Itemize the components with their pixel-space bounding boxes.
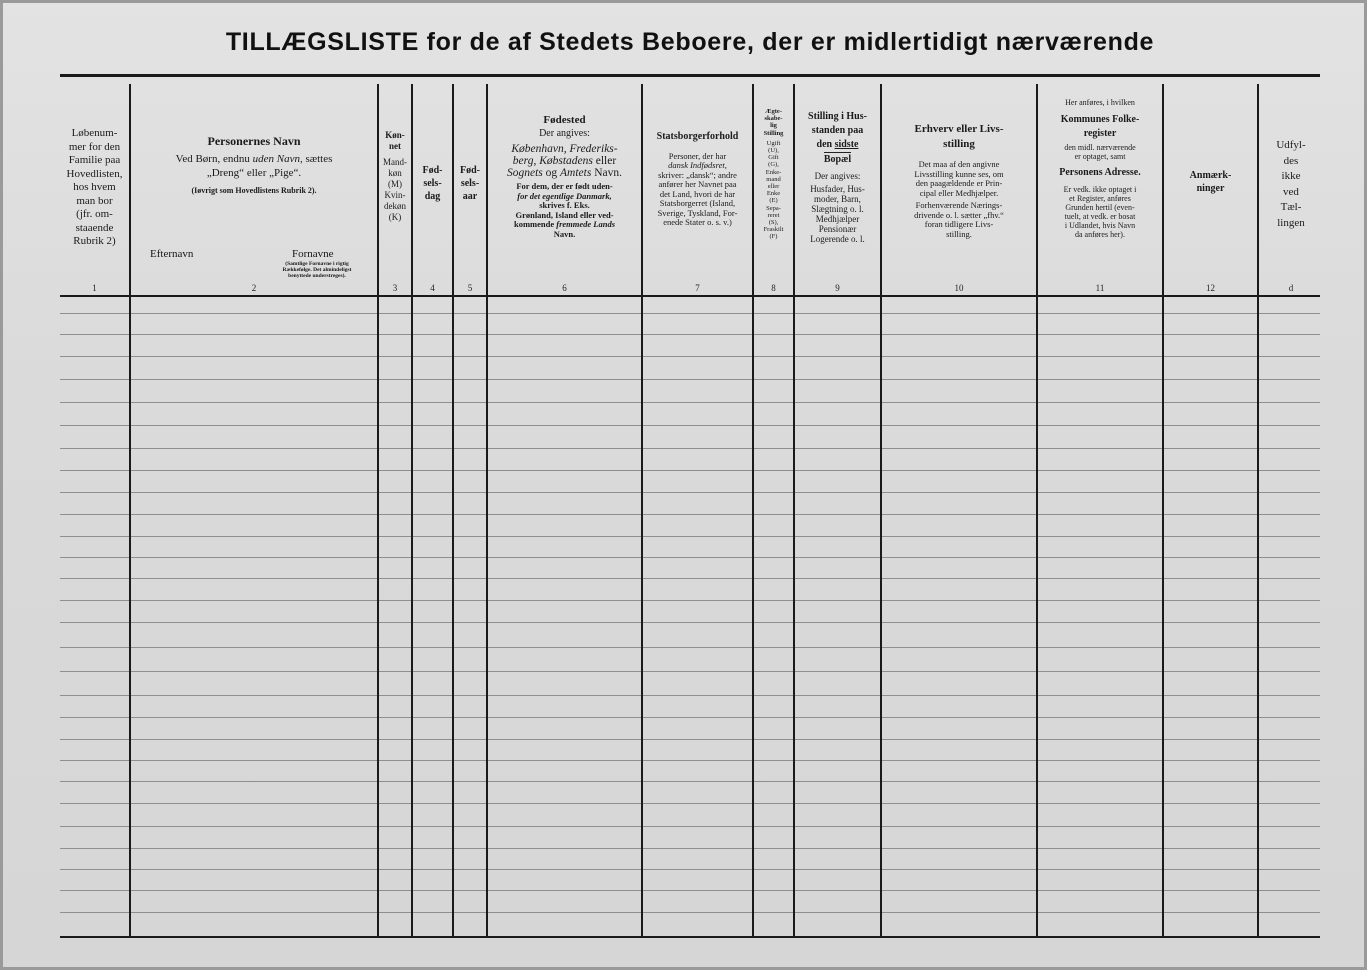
col7-heading: Statsborgerforhold [656,131,739,142]
col8-text: mand [766,175,781,183]
col6-note [491,182,638,239]
col11-top: Her anføres, i hvilken [1065,98,1135,107]
col6-note-italic: fremmede Lands [556,219,616,229]
col5-text: sels- [460,178,480,189]
col7-text: dansk Indfødsret, [668,160,727,170]
col11-text: et Register, anføres [1069,194,1131,203]
col9-text: Logerende o. l. [810,234,865,244]
column-number: 12 [1206,283,1215,293]
col9-heading: Stilling i Hus- [808,111,867,122]
col6-text-plain: og [545,167,558,179]
column-number: 3 [392,283,398,293]
col6-text: København, Frederiks- [511,143,618,155]
cold-text: Tæl- [1280,201,1302,213]
col6-header [488,88,641,288]
column-number: 8 [771,283,776,293]
col10-heading: Erhverv eller Livs- [914,123,1004,135]
col6-note-plain: kommende [513,219,555,229]
col11-heading-address: Personens Adresse. [1059,167,1141,178]
col11-text: er optaget, samt [1074,152,1126,161]
col12-heading: ninger [1196,183,1225,194]
col3-text: (M) [388,179,402,189]
col10-text: foran tidligere Livs- [924,219,994,229]
col8-text: (G), [768,161,779,169]
col7-header [643,88,752,288]
col7-text: Personer, der har [668,150,727,161]
col2-note: (Iøvrigt som Hovedlistens Rubrik 2). [191,186,317,195]
col5-text: aar [462,191,478,202]
col10-text: stilling. [946,228,972,239]
col5-header [454,88,486,288]
col11-text: Grunden hertil (even- [1065,203,1135,212]
col3-text: Mand- [383,157,407,167]
row-rule [60,313,1320,314]
col1-header [60,88,129,288]
col1-text: mer for den [68,140,121,153]
row-rule [60,781,1320,782]
col9-heading-word: den [816,139,833,150]
scan-edge-top [0,0,1367,3]
col6-note-line: Grønland, Island eller ved- [515,209,614,220]
col4-text: sels- [423,178,442,189]
col8-heading: Stilling [763,129,784,137]
row-rule [60,803,1320,804]
col6-note-line: for det egentlige Danmark, [517,190,612,201]
col8-text: Ugift [766,139,781,147]
col2-sub-note [258,261,376,279]
col7-text: Statsborgerret (Island, [659,198,736,208]
row-rule [60,717,1320,718]
col8-text: Gift [768,154,779,162]
col9-heading-underlined: sidste [834,139,859,150]
col7-text: enede Stater o. s. v.) [663,217,732,227]
col4-text: dag [424,191,441,202]
cold-text: ikke [1281,170,1301,182]
column-number: d [1288,283,1294,293]
col9-header [795,88,880,288]
row-rule [60,600,1320,601]
col10-text: den paagældende er Prin- [915,178,1003,188]
col11-text: da anføres her). [1075,230,1125,239]
col2-instr-italic: uden Navn, [252,153,303,165]
column-number: 1 [92,283,97,293]
col1-text: hos hvem [73,181,116,194]
col1-text: Løbenum- [71,127,118,140]
row-rule [60,695,1320,696]
row-rule [60,425,1320,426]
col7-text: skriver: „dansk“; andre [658,169,737,180]
col1-text: Familie paa [68,154,121,167]
col8-text: (E) [769,197,778,205]
col3-text: køn [388,168,402,178]
col11-text: tuelt, at vedk. er bosat [1064,212,1136,221]
cold-text: ved [1283,185,1299,198]
col8-text: Enke [766,190,781,198]
row-rule [60,890,1320,891]
col6-text-plain: eller [595,155,617,167]
col11-header [1038,88,1162,288]
col3-heading: Køn- [385,130,405,140]
row-rule [60,826,1320,827]
col10-text: cipal eller Medhjælper. [919,187,999,198]
col1-text: staaende [75,221,114,234]
col8-text: Fraskilt [763,226,784,234]
column-number: 10 [954,283,964,293]
column-number: 7 [695,283,700,293]
col11-heading: Kommunes Folke- [1060,114,1140,125]
col10-text: Forhenværende Nærings- [915,200,1003,210]
table-bottom-rule [60,936,1320,938]
row-rule [60,492,1320,493]
column-number: 9 [835,283,840,293]
col6-note-line: Navn. [553,228,576,239]
col3-heading: net [389,141,401,151]
col8-text: (F) [769,233,778,241]
col2-sub-fornavne: Fornavne [292,248,334,260]
col1-text: Rubrik 2) [73,235,116,248]
col1-text: man bor [76,194,113,207]
col10-header [882,88,1036,288]
col10-text: drivende o. l. sætter „fhv.“ [914,209,1004,220]
col12-header [1164,88,1257,288]
col1-text: Hovedlisten, [66,167,123,180]
col2-instr-text: Ved Børn, endnu [175,153,250,165]
header-bottom-rule [60,295,1320,297]
row-rule [60,647,1320,648]
header-top-rule [60,74,1320,77]
col8-text: Sepa- [766,204,781,212]
col11-text: den midl. nærværende [1064,143,1136,152]
row-rule [60,514,1320,515]
col9-heading: standen paa [811,125,864,136]
col8-text: reret [767,211,780,219]
col2-sub-note-line: (Samtlige Fornavne i rigtig [285,261,349,267]
col6-note-line: skrives f. Eks. [539,200,590,210]
col8-heading: lig [770,122,777,130]
col2-instruction [134,152,374,166]
col6-text-italic: Amtets [560,167,592,179]
col9-text: Medhjælper [815,214,860,224]
col3-text: (K) [388,212,402,222]
col6-heading: Fødested [543,114,586,126]
col2-heading: Personernes Navn [207,134,301,148]
row-rule [60,622,1320,623]
col6-text-plain: Navn. [594,167,622,179]
col8-header [754,88,793,288]
column-number: 4 [430,283,435,293]
scan-edge-left [0,0,3,970]
col11-text: i Udlandet, hvis Navn [1064,221,1136,230]
col7-text: Sverige, Tyskland, For- [657,207,738,218]
col10-text: Det maa af den angivne [918,159,1000,169]
column-number: 2 [251,283,257,293]
column-number: 6 [562,283,567,293]
col6-text [491,155,638,167]
col9-text: Pensionær [818,224,857,234]
col8-heading: skabe- [764,115,783,123]
row-rule [60,760,1320,761]
col5-text: Fød- [460,165,480,176]
col9-text: Slægtning o. l. [811,204,864,214]
col8-heading: Ægte- [765,108,782,115]
col8-text: (S), [768,219,779,227]
col2-instr-text: sættes [305,153,333,165]
col7-text: det Land, hvori de har [659,188,736,199]
row-rule [60,557,1320,558]
col9-text: moder, Barn, [814,194,861,204]
col4-text: Fød- [422,165,443,176]
column-number: 5 [467,283,473,293]
col10-heading: stilling [943,138,975,150]
row-rule [60,334,1320,335]
col3-text: dekøn [384,201,406,211]
col6-note-line: For dem, der er født uden- [516,181,613,191]
cold-text: des [1283,154,1299,167]
row-rule [60,356,1320,357]
row-rule [60,671,1320,672]
col6-text-italic: berg, Købstadens [512,155,593,167]
cold-text: Udfyl- [1276,139,1306,151]
col9-heading: Bopæl [823,154,852,165]
col4-header [413,88,452,288]
col9-sub: Der angives: [814,171,861,181]
row-rule [60,402,1320,403]
col9-text: Husfader, Hus- [810,184,865,194]
col1-text: (jfr. om- [76,208,113,221]
col6-text [491,167,638,179]
col8-text: Enke- [765,168,782,176]
col11-text: Er vedk. ikke optaget i [1063,185,1137,194]
cold-header [1259,88,1323,288]
col3-text: Kvin- [384,190,406,200]
row-rule [60,578,1320,579]
col9-heading [798,138,877,152]
col2-instruction: „Dreng“ eller „Pige“. [206,167,302,179]
col2-sub-note-line: benyttede understreges). [288,273,346,279]
row-rule [60,379,1320,380]
row-rule [60,869,1320,870]
cold-text: lingen [1277,216,1305,229]
col2-sub-note-line: Rækkefølge. Det almindeligst [282,267,352,273]
col3-header [379,88,411,288]
column-number: 11 [1095,283,1105,293]
row-rule [60,448,1320,449]
col7-text: anfører her Navnet paa [658,179,737,189]
col8-text: eller [767,183,780,191]
page-title: TILLÆGSLISTE for de af Stedets Beboere, der er midlertidigt nærværende [225,28,1155,56]
row-rule [60,739,1320,740]
row-rule [60,536,1320,537]
col10-text: Livsstilling kunne ses, om [914,168,1004,179]
row-rule [60,912,1320,913]
row-rule [60,848,1320,849]
col8-text: (U), [768,147,779,155]
col6-text-italic: Sognets [506,167,543,179]
col11-heading: register [1083,128,1117,139]
col12-heading: Anmærk- [1189,170,1232,181]
col2-sub-efternavn: Efternavn [150,248,194,260]
col6-sub: Der angives: [539,128,590,139]
row-rule [60,470,1320,471]
